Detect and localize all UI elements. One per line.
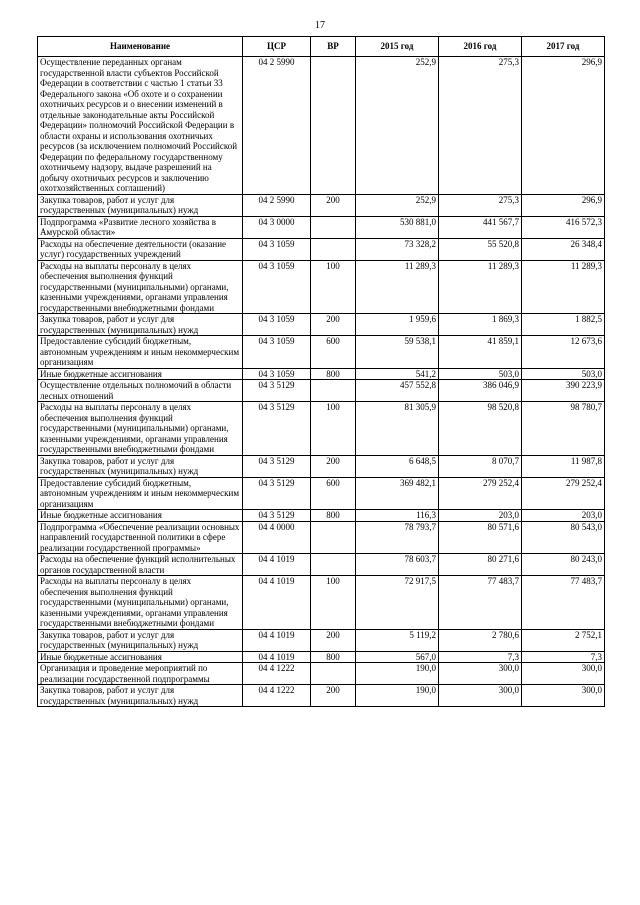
row-2017: 296,9: [522, 57, 605, 195]
row-name: Иные бюджетные ассигнования: [38, 510, 243, 522]
row-2016: 300,0: [439, 685, 522, 707]
row-csr: 04 3 5129: [243, 510, 311, 522]
table-row: [38, 380, 605, 402]
row-vr: 200: [311, 685, 356, 707]
row-csr: 04 3 5129: [243, 477, 311, 510]
row-2017: 12 673,6: [522, 336, 605, 369]
row-name: Расходы на обеспечение функций исполнительных органов государственной власти: [38, 554, 243, 576]
row-name: Подпрограмма «Обеспечение реализации основных направлений государственной политики в сфере реализации государственной программы»: [38, 521, 243, 554]
row-2015: 369 482,1: [356, 477, 439, 510]
table-row: [38, 521, 605, 554]
row-2015: 72 917,5: [356, 576, 439, 630]
row-name: Подпрограмма «Развитие лесного хозяйства в Амурской области»: [38, 216, 243, 238]
row-2015: 6 648,5: [356, 455, 439, 477]
row-2017: 416 572,3: [522, 216, 605, 238]
row-vr: [311, 238, 356, 260]
page-number: 17: [315, 20, 325, 31]
row-vr: 100: [311, 402, 356, 456]
row-vr: [311, 216, 356, 238]
row-vr: 800: [311, 651, 356, 663]
row-2015: 190,0: [356, 685, 439, 707]
row-2016: 98 520,8: [439, 402, 522, 456]
row-2017: 503,0: [522, 368, 605, 380]
row-csr: 04 4 1019: [243, 554, 311, 576]
row-name: Иные бюджетные ассигнования: [38, 651, 243, 663]
row-2016: 203,0: [439, 510, 522, 522]
table-row: [38, 57, 605, 195]
row-csr: 04 2 5990: [243, 194, 311, 216]
row-vr: [311, 521, 356, 554]
row-2017: 7,3: [522, 651, 605, 663]
row-csr: 04 3 5129: [243, 402, 311, 456]
row-name: Расходы на выплаты персоналу в целях обеспечения выполнения функций государственными (муниципальными) органами, казенными учреждениями, органами управления государственными внебюджетными фондами: [38, 260, 243, 314]
row-2015: 5 119,2: [356, 629, 439, 651]
header-2017: 2017 год: [522, 37, 605, 57]
row-csr: 04 4 1222: [243, 685, 311, 707]
row-vr: 200: [311, 455, 356, 477]
row-2016: 7,3: [439, 651, 522, 663]
header-name: Наименование: [38, 37, 243, 57]
row-name: Закупка товаров, работ и услуг для государственных (муниципальных) нужд: [38, 455, 243, 477]
row-2017: 1 882,5: [522, 314, 605, 336]
table-row: [38, 554, 605, 576]
row-name: Закупка товаров, работ и услуг для государственных (муниципальных) нужд: [38, 314, 243, 336]
row-2017: 279 252,4: [522, 477, 605, 510]
row-csr: 04 4 1019: [243, 576, 311, 630]
row-2015: 252,9: [356, 57, 439, 195]
row-name: Закупка товаров, работ и услуг для государственных (муниципальных) нужд: [38, 685, 243, 707]
row-2016: 55 520,8: [439, 238, 522, 260]
row-vr: 200: [311, 629, 356, 651]
row-2016: 503,0: [439, 368, 522, 380]
row-vr: 800: [311, 368, 356, 380]
row-csr: 04 3 1059: [243, 368, 311, 380]
row-name: Осуществление переданных органам государственной власти субъектов Российской Федерации в соответствии с частью 1 статьи 33 Федерального закона «Об охоте и о сохранении охотничьих ресурсов и о внесении изменений в отдельные законодательные акты Российской Федерации» полномочий Российской Федерации в области охраны и использования охотничьих ресурсов (за исключением полномочий Российской Федерации по федеральному государственному охотничьему надзору, выдаче разрешений на добычу охотничьих ресурсов и заключению охотхозяйственных соглашений): [38, 57, 243, 195]
table-row: [38, 685, 605, 707]
row-2015: 1 959,6: [356, 314, 439, 336]
row-name: Расходы на выплаты персоналу в целях обеспечения выполнения функций государственными (муниципальными) органами, казенными учреждениями, органами управления государственными внебюджетными фондами: [38, 576, 243, 630]
row-2017: 296,9: [522, 194, 605, 216]
row-2017: 98 780,7: [522, 402, 605, 456]
table-row: [38, 510, 605, 522]
row-csr: 04 3 1059: [243, 238, 311, 260]
table-row: [38, 576, 605, 630]
row-2016: 77 483,7: [439, 576, 522, 630]
row-name: Расходы на выплаты персоналу в целях обеспечения выполнения функций государственными (муниципальными) органами, казенными учреждениями, органами управления государственными внебюджетными фондами: [38, 402, 243, 456]
row-name: Осуществление отдельных полномочий в области лесных отношений: [38, 380, 243, 402]
row-vr: 200: [311, 314, 356, 336]
header-2015: 2015 год: [356, 37, 439, 57]
row-2016: 41 859,1: [439, 336, 522, 369]
budget-table: [37, 36, 605, 707]
header-2016: 2016 год: [439, 37, 522, 57]
row-vr: [311, 663, 356, 685]
table-row: [38, 216, 605, 238]
row-2016: 80 271,6: [439, 554, 522, 576]
row-csr: 04 4 0000: [243, 521, 311, 554]
header-csr: ЦСР: [243, 37, 311, 57]
row-csr: 04 4 1019: [243, 629, 311, 651]
row-name: Предоставление субсидий бюджетным, автономным учреждениям и иным некоммерческим организациям: [38, 336, 243, 369]
header-row: [38, 37, 605, 57]
row-vr: [311, 554, 356, 576]
row-2017: 11 289,3: [522, 260, 605, 314]
row-2017: 11 987,8: [522, 455, 605, 477]
row-2017: 80 543,0: [522, 521, 605, 554]
row-2015: 567,0: [356, 651, 439, 663]
row-2016: 11 289,3: [439, 260, 522, 314]
row-csr: 04 3 1059: [243, 336, 311, 369]
row-name: Расходы на обеспечение деятельности (оказание услуг) государственных учреждений: [38, 238, 243, 260]
row-2015: 73 328,2: [356, 238, 439, 260]
row-2016: 300,0: [439, 663, 522, 685]
row-2015: 59 538,1: [356, 336, 439, 369]
row-csr: 04 3 5129: [243, 380, 311, 402]
row-name: Организация и проведение мероприятий по реализации государственной подпрограммы: [38, 663, 243, 685]
row-2015: 78 793,7: [356, 521, 439, 554]
row-csr: 04 2 5990: [243, 57, 311, 195]
table-row: [38, 260, 605, 314]
row-vr: [311, 57, 356, 195]
row-2017: 203,0: [522, 510, 605, 522]
row-2016: 2 780,6: [439, 629, 522, 651]
row-csr: 04 4 1222: [243, 663, 311, 685]
row-2015: 541,2: [356, 368, 439, 380]
row-vr: 800: [311, 510, 356, 522]
row-2016: 441 567,7: [439, 216, 522, 238]
row-vr: [311, 380, 356, 402]
row-name: Предоставление субсидий бюджетным, автономным учреждениям и иным некоммерческим организациям: [38, 477, 243, 510]
row-2016: 279 252,4: [439, 477, 522, 510]
row-2016: 80 571,6: [439, 521, 522, 554]
table-row: [38, 663, 605, 685]
row-2015: 116,3: [356, 510, 439, 522]
table-row: [38, 402, 605, 456]
row-csr: 04 3 1059: [243, 260, 311, 314]
row-vr: 600: [311, 477, 356, 510]
row-2017: 300,0: [522, 685, 605, 707]
row-2015: 530 881,0: [356, 216, 439, 238]
row-2016: 275,3: [439, 57, 522, 195]
table-row: [38, 238, 605, 260]
table-row: [38, 336, 605, 369]
row-2015: 252,9: [356, 194, 439, 216]
table-row: [38, 477, 605, 510]
row-2017: 300,0: [522, 663, 605, 685]
row-name: Закупка товаров, работ и услуг для государственных (муниципальных) нужд: [38, 194, 243, 216]
row-csr: 04 3 1059: [243, 314, 311, 336]
row-vr: 100: [311, 576, 356, 630]
row-vr: 200: [311, 194, 356, 216]
row-csr: 04 4 1019: [243, 651, 311, 663]
row-2015: 11 289,3: [356, 260, 439, 314]
row-2017: 80 243,0: [522, 554, 605, 576]
table-row: [38, 455, 605, 477]
row-2017: 390 223,9: [522, 380, 605, 402]
row-name: Закупка товаров, работ и услуг для государственных (муниципальных) нужд: [38, 629, 243, 651]
table-row: [38, 314, 605, 336]
row-name: Иные бюджетные ассигнования: [38, 368, 243, 380]
header-vr: ВР: [311, 37, 356, 57]
row-vr: 100: [311, 260, 356, 314]
row-2016: 8 070,7: [439, 455, 522, 477]
row-2017: 26 348,4: [522, 238, 605, 260]
row-vr: 600: [311, 336, 356, 369]
row-2015: 457 552,8: [356, 380, 439, 402]
row-2016: 386 046,9: [439, 380, 522, 402]
table-row: [38, 629, 605, 651]
row-2017: 2 752,1: [522, 629, 605, 651]
table-row: [38, 368, 605, 380]
table-row: [38, 194, 605, 216]
row-csr: 04 3 0000: [243, 216, 311, 238]
row-2015: 190,0: [356, 663, 439, 685]
row-csr: 04 3 5129: [243, 455, 311, 477]
row-2015: 81 305,9: [356, 402, 439, 456]
row-2016: 1 869,3: [439, 314, 522, 336]
row-2016: 275,3: [439, 194, 522, 216]
row-2017: 77 483,7: [522, 576, 605, 630]
table-row: [38, 651, 605, 663]
row-2015: 78 603,7: [356, 554, 439, 576]
